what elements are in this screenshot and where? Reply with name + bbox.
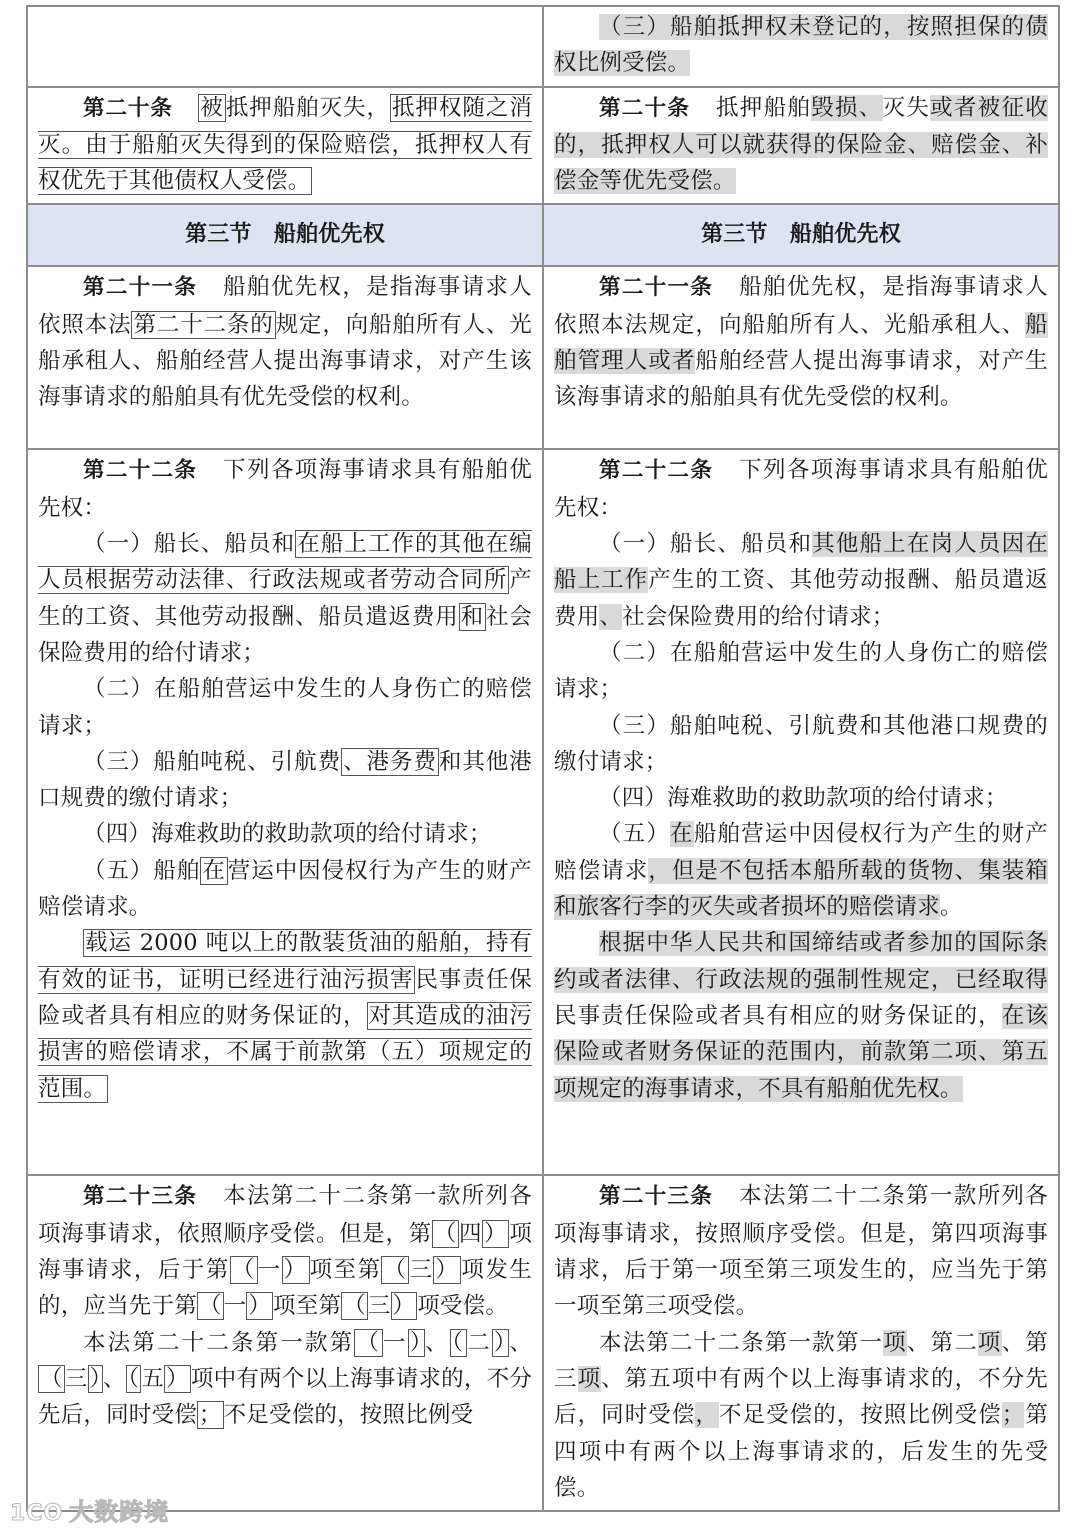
changed-text: 项	[577, 1365, 602, 1392]
table-row	[27, 87, 1059, 205]
text: 船舶营运中因侵权行为产生的财产赔偿请求	[554, 821, 1048, 884]
table-row	[27, 449, 1059, 1175]
article-title: 第二十二条	[599, 458, 714, 484]
text: 灭失	[882, 94, 931, 121]
text: 抵押船舶	[714, 94, 812, 121]
text: 和其他港口规费的缴付请求；	[38, 748, 532, 812]
deleted-text: 第二十二条的	[133, 311, 274, 338]
text: 营运中因侵权行为产生的财产赔偿请求。	[38, 857, 532, 921]
deleted-text: （	[356, 1329, 382, 1356]
article-title: 第二十三条	[599, 1184, 714, 1210]
text: （一）船长、船员和	[83, 531, 296, 558]
deleted-text: （	[40, 1365, 63, 1392]
text: （二）在船舶营运中发生的人身伤亡的赔偿请求；	[38, 676, 532, 739]
text: 产生的工资、其他劳动报酬、船员遣返费用	[554, 567, 1048, 630]
section-title-old: 第三节 船舶优先权	[27, 204, 543, 266]
table-row	[27, 266, 1059, 449]
new-text-cell	[543, 87, 1059, 205]
text: 社会保险费用的给付请求；	[38, 603, 533, 666]
deleted-text: （	[198, 1293, 222, 1320]
watermark	[10, 1492, 169, 1527]
text: 。	[939, 894, 963, 921]
text: 三	[367, 1293, 391, 1320]
deleted-text: 在船上工作的其他在编人员根据劳动法律、行政法规或者劳动合同所	[38, 531, 532, 594]
changed-text: 或者被征收的，抵押权人可以就获得的保险金、赔偿金、补偿金等优先受偿。	[554, 94, 1048, 195]
deleted-text: （	[383, 1257, 408, 1284]
changed-text: 在	[670, 821, 694, 848]
changed-text: ，	[695, 1402, 719, 1429]
text: 产生的工资、其他劳动报酬、船员遣返费用	[38, 567, 532, 630]
text: 、	[103, 1365, 126, 1392]
text: 、第三	[554, 1329, 1048, 1392]
text: 本法第二十二条第一款所列各项海事请求，按照顺序受偿。但是，第四项海事请求，后于第一项至第三项发生的，应当先于第一项至第三项受偿。	[554, 1183, 1048, 1320]
changed-text: 根据中华人民共和国缔结或者参加的国际条约或者法律、行政法规的强制性规定，已经取得	[554, 930, 1048, 993]
text: 船舶优先权，是指海事请求人依照本法	[38, 274, 532, 338]
deleted-text: ；	[198, 1402, 222, 1429]
text: 社会保险费用的给付请求；	[622, 603, 895, 630]
text: 船舶经营人提出海事请求，对产生该海事请求的船舶具有优先受偿的权利。	[554, 348, 1048, 411]
deleted-text: （	[231, 1257, 256, 1284]
deleted-text: （	[433, 1220, 457, 1247]
deleted-text: ）	[484, 1220, 508, 1247]
deleted-text: （	[127, 1365, 140, 1392]
text: 项海事请求，后于第	[38, 1220, 533, 1284]
text: 三	[64, 1365, 88, 1392]
text: 抵押船舶灭失，	[225, 94, 391, 121]
deleted-text: ）	[435, 1257, 460, 1284]
text: 不足受偿的，按照比例受偿	[718, 1402, 1002, 1429]
article-title: 第二十二条	[83, 458, 198, 484]
text: 五	[141, 1365, 165, 1392]
text: （五）	[599, 821, 671, 848]
text: （四）海难救助的救助款项的给付请求；	[83, 821, 492, 848]
text: 一	[223, 1293, 247, 1320]
text: 一	[257, 1257, 282, 1284]
article-title: 第二十条	[83, 95, 173, 121]
text: 项至第	[309, 1257, 382, 1284]
text: （三）船舶吨税、引航费和其他港口规费的缴付请求；	[554, 712, 1048, 775]
deleted-text: 、港务费	[343, 748, 437, 775]
law-comparison-table	[26, 5, 1060, 1512]
article-title: 第二十一条	[599, 275, 714, 301]
changed-text: 其他船上在岗人员因在船上工作	[554, 531, 1048, 594]
text: 规定，向船舶所有人、光船承租人、船舶经营人提出海事请求，对产生该海事请求的船舶具有优先受偿的权利。	[38, 311, 532, 411]
text: 一	[383, 1329, 408, 1356]
changed-text: ，但是不包括本船所载的货物、集装箱和旅客行李的灭失或者损坏的赔偿请求	[554, 857, 1048, 921]
text: （一）船长、船员和	[599, 531, 813, 558]
text: （三）船舶吨税、引航费	[83, 748, 342, 775]
deleted-text: 载运 2000 吨以上的散装货油的船舶，持有有效的证书，证明已经进行油污损害	[38, 930, 532, 993]
text: 下列各项海事请求具有船舶优先权：	[554, 457, 1048, 521]
text: 、	[425, 1329, 450, 1356]
article-title: 第二十条	[599, 95, 691, 121]
section-header-row	[27, 204, 1059, 266]
text: 本法第二十二条第一款所列各项海事请求，依照顺序受偿。但是，第	[38, 1183, 532, 1247]
deleted-text: 和	[460, 603, 484, 630]
deleted-text: ）	[392, 1293, 416, 1320]
text: 、第五项中有两个以上海事请求的，不分先后，同时受偿	[554, 1365, 1049, 1429]
changed-text: ；	[1001, 1402, 1025, 1429]
deleted-text: ）	[89, 1365, 102, 1392]
text: 本法第二十二条第一款第	[83, 1329, 355, 1356]
deleted-text: ）	[493, 1329, 508, 1356]
deleted-text: （	[343, 1293, 366, 1320]
deleted-text: 被	[199, 94, 224, 121]
text: 四	[458, 1220, 483, 1247]
text: （四）海难救助的救助款项的给付请求；	[599, 785, 1008, 812]
old-text-cell	[27, 6, 543, 87]
text: 第四项中有两个以上海事请求的，后发生的先受偿。	[554, 1402, 1049, 1501]
new-text-cell	[543, 1175, 1059, 1511]
deleted-text: 在	[202, 857, 226, 884]
deleted-text: ）	[283, 1257, 308, 1284]
changed-text: 在该保险或者财务保证的范围内，前款第二项、第五项规定的海事请求，不具有船舶优先权。	[554, 1002, 1048, 1102]
old-text-cell	[27, 87, 543, 205]
section-title-new: 第三节 船舶优先权	[543, 204, 1059, 266]
text: 船舶优先权，是指海事请求人依照本法规定，向船舶所有人、光船承租人、	[554, 274, 1048, 338]
new-text-cell	[543, 6, 1059, 87]
new-text-cell	[543, 266, 1059, 449]
text: （五）船舶	[83, 857, 201, 884]
changed-text: 项	[977, 1329, 1002, 1356]
text: 三	[409, 1257, 434, 1284]
table-row	[27, 6, 1059, 87]
deleted-text: （	[451, 1329, 466, 1356]
text: 项发生的，应当先于第	[38, 1257, 533, 1320]
text: 民事责任保险或者具有相应的财务保证的，	[38, 966, 532, 1029]
text: 项受偿。	[417, 1293, 509, 1320]
watermark-text: 大数跨境	[69, 1498, 170, 1526]
article-title: 第二十一条	[83, 275, 198, 301]
deleted-text: ）	[409, 1329, 424, 1356]
table-row	[27, 1175, 1059, 1511]
text: 不足受偿的，按照比例受	[223, 1402, 474, 1429]
changed-text: 船舶管理人或者	[554, 311, 1048, 375]
changed-text: 、	[599, 603, 623, 630]
changed-text: 项	[883, 1329, 907, 1356]
deleted-text: 对其造成的油污损害的赔偿请求，不属于前款第（五）项规定的范围。	[38, 1002, 532, 1102]
article-title: 第二十三条	[83, 1184, 198, 1210]
old-text-cell	[27, 1175, 543, 1511]
text: 、第二	[906, 1329, 978, 1356]
deleted-text: ）	[166, 1365, 189, 1392]
old-text-cell	[27, 266, 543, 449]
text: 下列各项海事请求具有船舶优先权：	[38, 457, 532, 521]
changed-text: 毁损、	[811, 94, 883, 121]
text: 本法第二十二条第一款第一	[599, 1329, 884, 1356]
watermark-logo-icon: 1CO	[10, 1501, 64, 1526]
new-text-cell	[543, 449, 1059, 1175]
text: （二）在船舶营运中发生的人身伤亡的赔偿请求；	[554, 639, 1048, 703]
deleted-text: ）	[248, 1293, 272, 1320]
old-text-cell	[27, 449, 543, 1175]
changed-text: （三）船舶抵押权未登记的，按照担保的债权比例受偿。	[554, 14, 1048, 77]
deleted-text: 抵押权随之消灭。由于船舶灭失得到的保险赔偿，抵押权人有权优先于其他债权人受偿。	[38, 94, 533, 195]
text: 民事责任保险或者具有相应的财务保证的，	[554, 1002, 1002, 1029]
text: 项中有两个以上海事请求的，不分先后，同时受偿	[38, 1365, 533, 1429]
text: 二	[467, 1329, 492, 1356]
text: 、	[509, 1329, 533, 1356]
text: 项至第	[273, 1293, 342, 1320]
